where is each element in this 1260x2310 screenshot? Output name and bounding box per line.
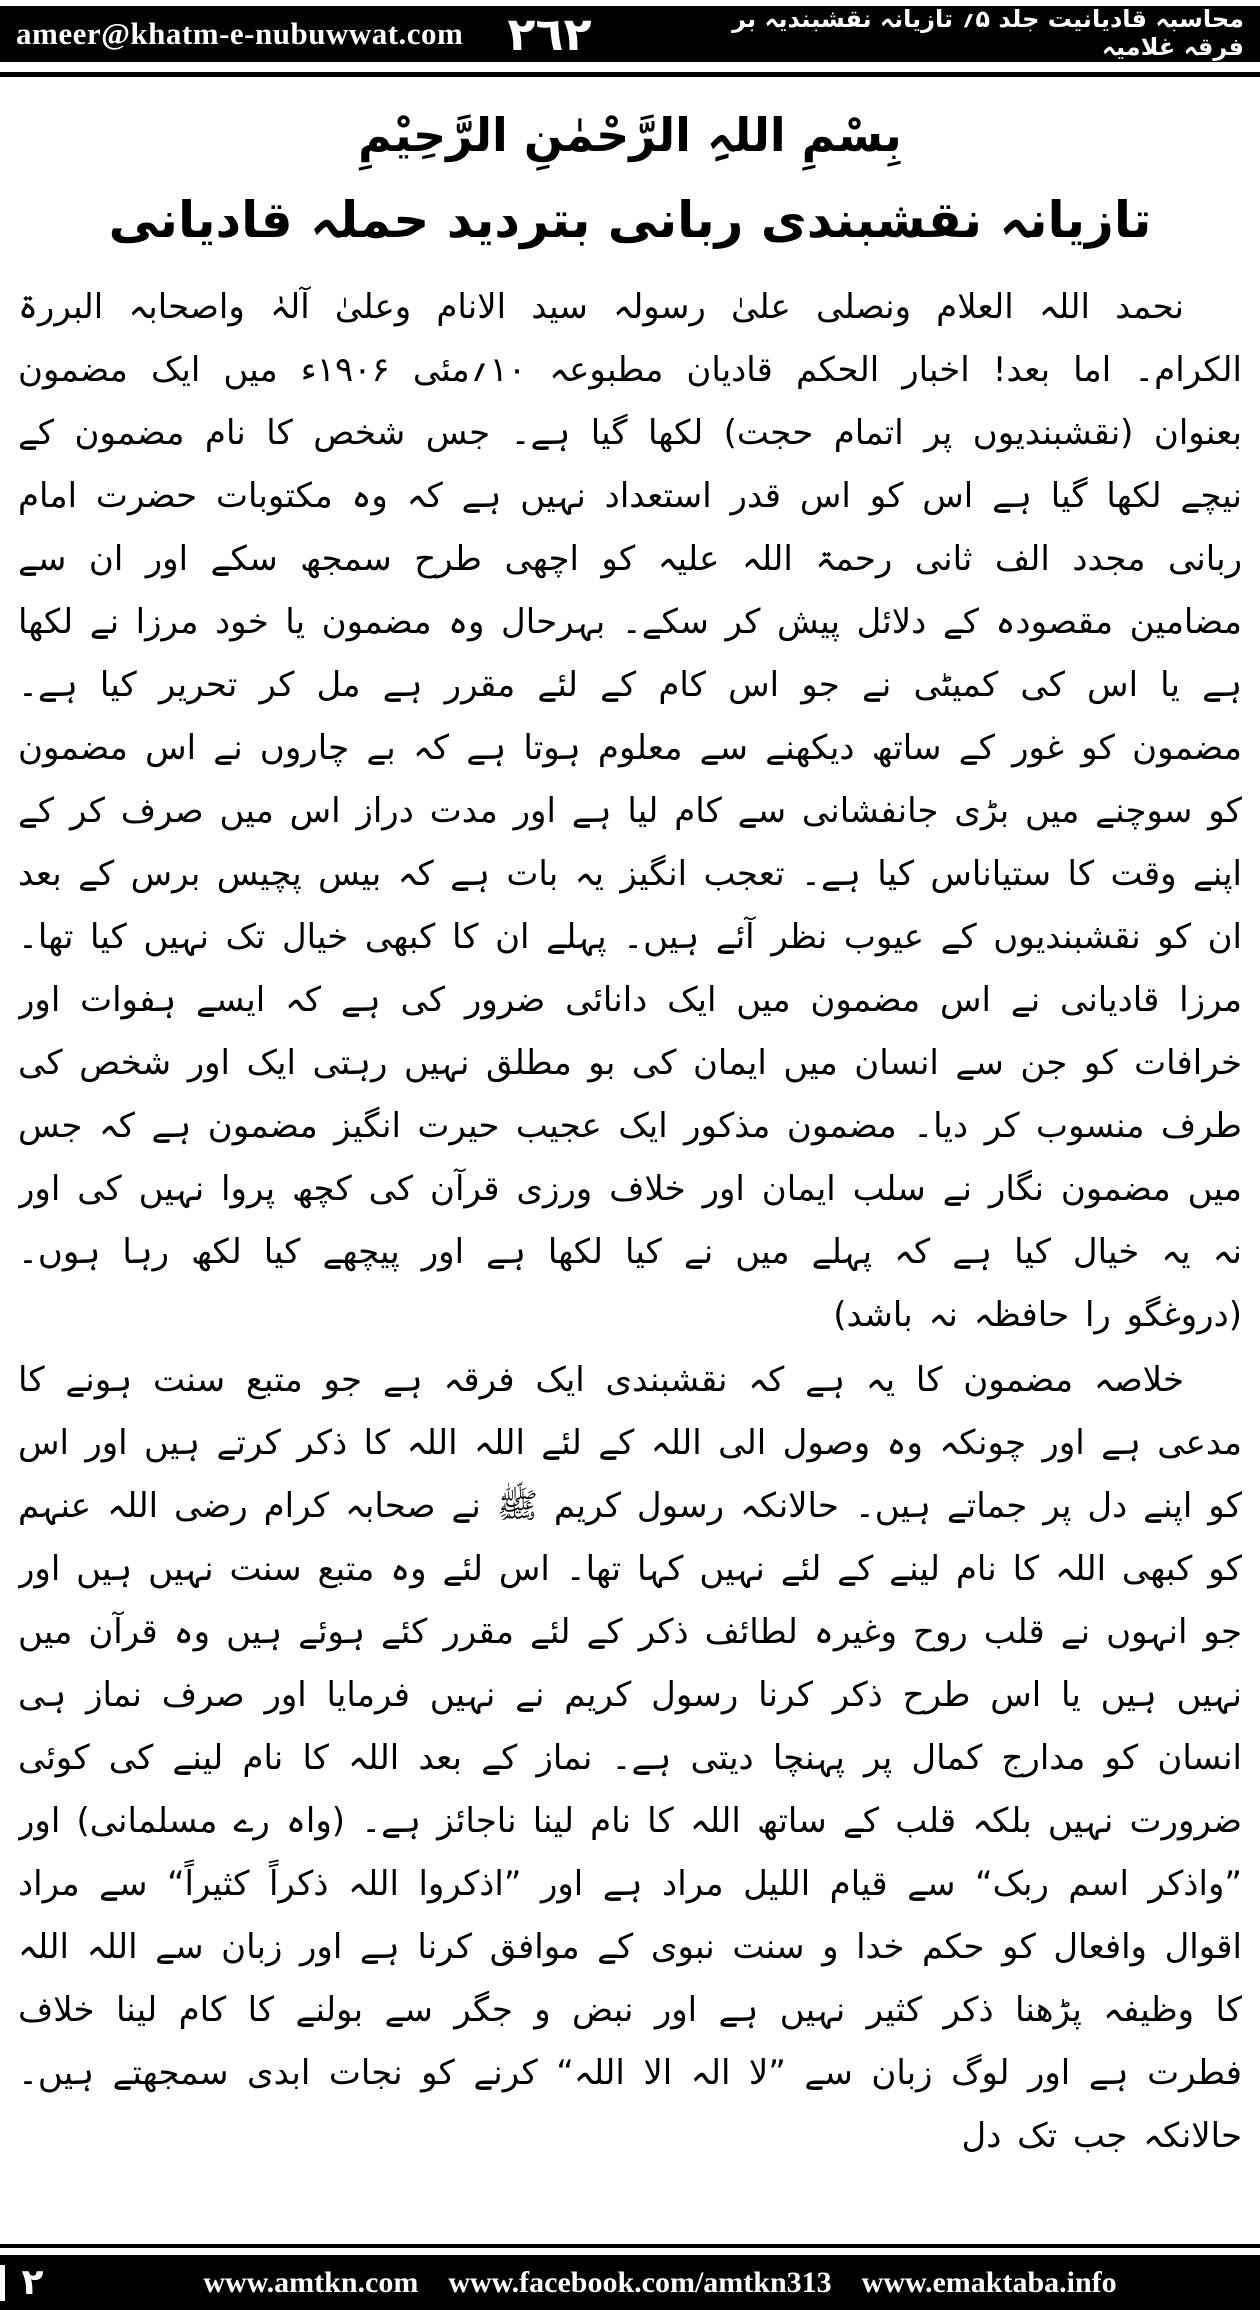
bismillah-calligraphy: بِسْمِ اللہِ الرَّحْمٰنِ الرَّحِیْمِ bbox=[358, 108, 902, 162]
article-title: تازیانہ نقشبندی ربانی بتردید حملہ قادیانی bbox=[108, 191, 1152, 249]
footer-link-emaktaba: www.emaktaba.info bbox=[861, 2265, 1117, 2299]
footer-link-amtkn: www.amtkn.com bbox=[203, 2265, 419, 2299]
page-header bbox=[0, 6, 1260, 62]
header-page-number: ٢٦٢ bbox=[507, 7, 592, 61]
footer-link-facebook: www.facebook.com/amtkn313 bbox=[448, 2265, 832, 2299]
header-divider-rule bbox=[0, 72, 1260, 77]
body-paragraph-2: خلاصہ مضمون کا یہ ہے کہ نقشبندی ایک فرقہ ہے جو متبع سنت ہونے کا مدعی ہے اور چونکہ وہ وصول الی اللہ کے لئے اللہ اللہ کا ذکر کرتے ہیں اور اس کو اپنے دل پر جماتے ہیں۔ حالانکہ رسول کریم ﷺ نے صحابہ کرام رضی اللہ عنہم کو کبھی اللہ کا نام لینے کے لئے نہیں کہا تھا۔ اس لئے وہ متبع سنت نہیں ہیں اور جو انہوں نے قلب روح وغیرہ لطائف ذکر کے لئے مقرر کئے ہوئے ہیں وہ قرآن میں نہیں ہیں یا اس طرح ذکر کرنا رسول کریم نے نہیں فرمایا اور صرف نماز ہی انسان کو مدارج کمال پر پہنچا دیتی ہے۔ نماز کے بعد اللہ کا نام لینے کی کوئی ضرورت نہیں بلکہ قلب کے ساتھ اللہ کا نام لینا ناجائز ہے۔ (واہ رے مسلمانی) اور ”واذکر اسم ربک“ سے قیام اللیل مراد ہے اور ”اذکروا اللہ ذکراً کثیراً“ سے مراد اقوال وافعال کو حکم خدا و سنت نبوی کے موافق کرنا ہے اور زبان سے اللہ اللہ کا وظیفہ پڑھنا ذکر کثیر نہیں ہے اور نبض و جگر سے بولنے کا کام لینا خلاف فطرت ہے اور لوگ زبان سے ”لا الہ الا اللہ“ کرنے کو نجات ابدی سمجھتے ہیں۔ حالانکہ جب تک دل bbox=[18, 1360, 1242, 2156]
page-body bbox=[18, 86, 1242, 2240]
footer-page-number: ٢ bbox=[0, 2265, 60, 2301]
header-book-title: محاسبہ قادیانیت جلد ۵؍ تازیانہ نقشبندیہ بر فرقہ غلامیہ bbox=[732, 5, 1244, 61]
body-paragraph-1: نحمد اللہ العلام ونصلی علیٰ رسولہ سید الانام وعلیٰ آلہٰ واصحابہ البررۃ الکرام۔ اما بعد! اخبار الحکم قادیان مطبوعہ ۱۰؍مئی ۱۹۰۶ء میں ایک مضمون بعنوان (نقشبندیوں پر اتمام حجت) لکھا گیا ہے۔ جس شخص کا نام مضمون کے نیچے لکھا گیا ہے اس کو اس قدر استعداد نہیں ہے کہ وہ مکتوبات حضرت امام ربانی مجدد الف ثانی رحمۃ اللہ علیہ کو اچھی طرح سمجھ سکے اور ان سے مضامین مقصودہ کے دلائل پیش کر سکے۔ بہرحال وہ مضمون یا خود مرزا نے لکھا ہے یا اس کی کمیٹی نے جو اس کام کے لئے مقرر ہے مل کر تحریر کیا ہے۔ مضمون کو غور کے ساتھ دیکھنے سے معلوم ہوتا ہے کہ بے چاروں نے اس مضمون کو سوچنے میں بڑی جانفشانی سے کام لیا ہے اور مدت دراز اس میں صرف کر کے اپنے وقت کا ستیاناس کیا ہے۔ تعجب انگیز یہ بات ہے کہ بیس پچیس برس کے بعد ان کو نقشبندیوں کے عیوب نظر آئے ہیں۔ پہلے ان کا کبھی خیال تک نہیں کیا تھا۔ مرزا قادیانی نے اس مضمون میں ایک دانائی ضرور کی ہے کہ ایسے ہفوات اور خرافات کو جن سے انسان میں ایمان کی بو مطلق نہیں رہتی ایک اور شخص کی طرف منسوب کر دیا۔ مضمون مذکور ایک عجیب حیرت انگیز مضمون ہے کہ جس میں مضمون نگار نے سلب ایمان اور خلاف ورزی قرآن کی کچھ پروا نہیں کی اور نہ یہ خیال کیا ہے کہ پہلے میں نے کیا لکھا ہے اور پیچھے کیا لکھ رہا ہوں۔ (دروغگو را حافظہ نہ باشد) bbox=[18, 287, 1242, 1335]
header-email: ameer@khatm-e-nubuwwat.com bbox=[16, 16, 464, 51]
page-footer bbox=[0, 2255, 1260, 2310]
footer-divider-rule bbox=[0, 2244, 1260, 2248]
footer-links bbox=[60, 2266, 1260, 2300]
